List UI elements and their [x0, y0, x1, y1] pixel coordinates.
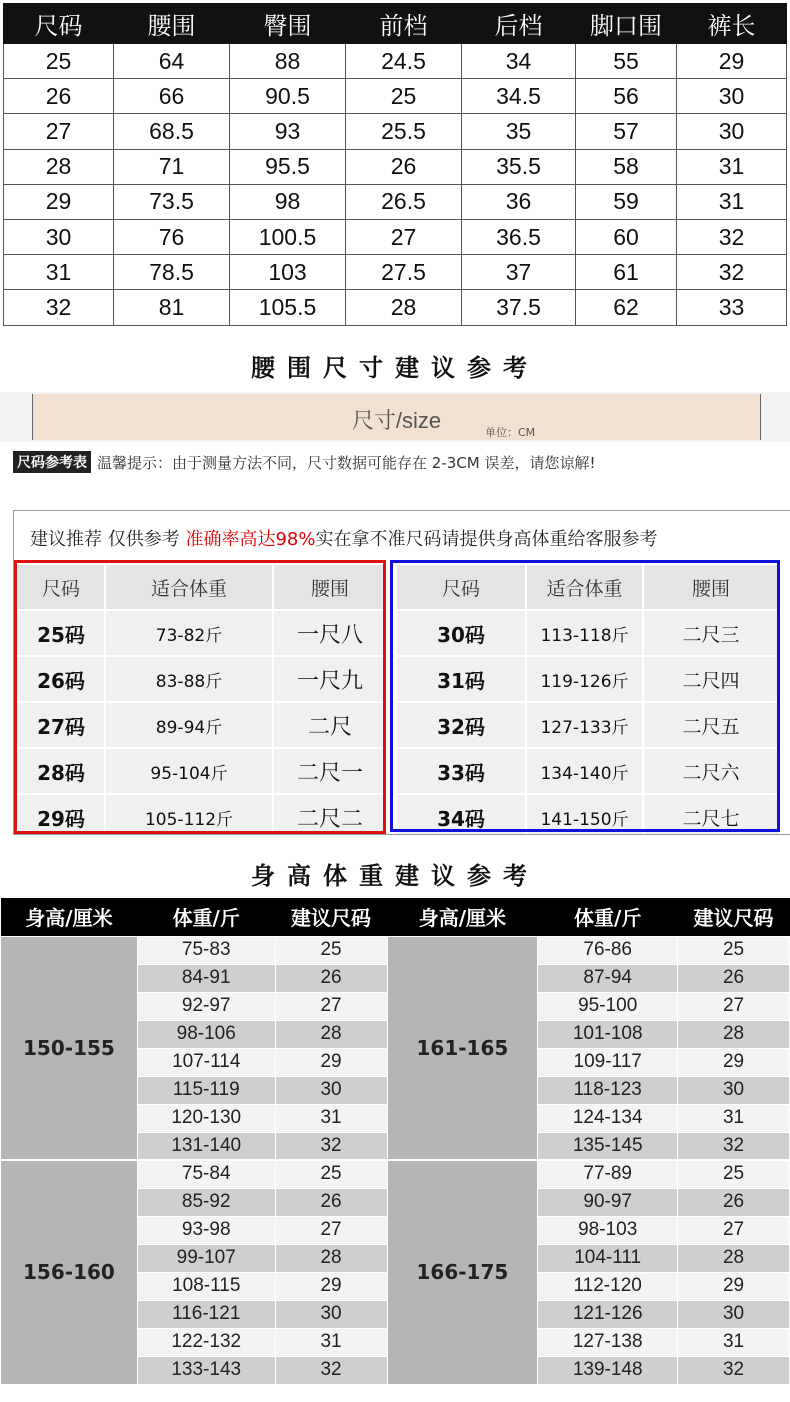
size-cell: 25 [346, 79, 462, 114]
weight-range-cell: 131-140 [137, 1132, 275, 1160]
size-cell: 26.5 [346, 184, 462, 219]
size-cell: 25 [678, 936, 790, 964]
size-cell: 98 [230, 184, 346, 219]
height-section-title: 身高体重建议参考 [251, 862, 539, 890]
weight-cell: 二尺 [273, 702, 387, 748]
weight-cell: 二尺五 [643, 702, 779, 748]
weight-range-cell: 127-138 [538, 1328, 678, 1356]
weight-range-cell: 90-97 [538, 1188, 678, 1216]
size-cell: 27 [678, 1216, 790, 1244]
size-cell: 29 [4, 184, 114, 219]
weight-cell: 127-133斤 [526, 702, 643, 748]
weight-range-cell: 101-108 [538, 1020, 678, 1048]
size-cell: 29 [275, 1048, 387, 1076]
weight-range-cell: 118-123 [538, 1076, 678, 1104]
weight-range-cell: 120-130 [137, 1104, 275, 1132]
height-weight-table [0, 898, 790, 1385]
size-cell: 29 [275, 1272, 387, 1300]
weight-cell: 105-112斤 [105, 794, 273, 835]
size-cell: 81 [114, 290, 230, 325]
weight-range-cell: 122-132 [137, 1328, 275, 1356]
weight-cell: 141-150斤 [526, 794, 643, 835]
weight-range-cell: 87-94 [538, 964, 678, 992]
size-row [4, 149, 787, 184]
size-cell: 32 [678, 1132, 790, 1160]
weight-cell: 25码 [17, 610, 105, 656]
weight-range-cell: 139-148 [538, 1356, 678, 1384]
size-cell: 31 [275, 1328, 387, 1356]
size-chart-body [4, 44, 787, 326]
size-cell: 61 [576, 255, 677, 290]
size-cell: 28 [678, 1244, 790, 1272]
note-suffix: 实在拿不准尺码请提供身高体重给客服参考 [315, 529, 658, 550]
weight-range-cell: 92-97 [137, 992, 275, 1020]
weight-cell: 34码 [396, 794, 526, 835]
weight-cell: 31码 [396, 656, 526, 702]
size-cell: 27 [275, 1216, 387, 1244]
left-highlight-frame [14, 560, 386, 834]
size-cell: 58 [576, 149, 677, 184]
size-cell: 35.5 [462, 149, 576, 184]
height-range-cell: 161-165 [387, 936, 538, 1160]
size-cell: 27 [275, 992, 387, 1020]
size-cell: 88 [230, 44, 346, 79]
size-cell: 71 [114, 149, 230, 184]
size-cell: 30 [677, 114, 787, 149]
size-label: 尺寸/size [351, 408, 442, 433]
header-cell: 身高/厘米 [1, 898, 138, 936]
weight-range-cell: 76-86 [538, 936, 678, 964]
size-cell: 24.5 [346, 44, 462, 79]
size-cell: 103 [230, 255, 346, 290]
size-cell: 28 [4, 149, 114, 184]
waist-section-title: 腰围尺寸建议参考 [251, 354, 539, 382]
size-banner [32, 394, 761, 440]
weight-cell: 二尺七 [643, 794, 779, 835]
header-cell: 建议尺码 [678, 898, 790, 936]
size-cell: 27 [346, 219, 462, 254]
header-cell: 体重/斤 [538, 898, 678, 936]
size-cell: 64 [114, 44, 230, 79]
weight-range-cell: 95-100 [538, 992, 678, 1020]
height-weight-body [1, 936, 790, 1384]
size-cell: 95.5 [230, 149, 346, 184]
size-cell: 25 [4, 44, 114, 79]
size-cell: 26 [346, 149, 462, 184]
header-cell: 建议尺码 [275, 898, 387, 936]
size-cell: 73.5 [114, 184, 230, 219]
weight-range-cell: 116-121 [137, 1300, 275, 1328]
unit-label: 单位：CM [485, 426, 536, 439]
size-cell: 28 [346, 290, 462, 325]
weight-range-cell: 124-134 [538, 1104, 678, 1132]
weight-header-cell: 腰围 [273, 564, 387, 610]
weight-cell: 一尺八 [273, 610, 387, 656]
size-cell: 30 [678, 1076, 790, 1104]
weight-range-cell: 133-143 [137, 1356, 275, 1384]
size-cell: 32 [677, 219, 787, 254]
header-cell: 裤长 [677, 4, 787, 44]
size-row [4, 184, 787, 219]
size-cell: 26 [4, 79, 114, 114]
weight-range-cell: 84-91 [137, 964, 275, 992]
weight-header-cell: 尺码 [17, 564, 105, 610]
size-cell: 32 [275, 1356, 387, 1384]
weight-range-cell: 135-145 [538, 1132, 678, 1160]
weight-cell: 83-88斤 [105, 656, 273, 702]
size-cell: 26 [275, 1188, 387, 1216]
size-cell: 29 [678, 1048, 790, 1076]
header-cell: 体重/斤 [137, 898, 275, 936]
weight-cell: 95-104斤 [105, 748, 273, 794]
size-cell: 28 [275, 1244, 387, 1272]
weight-range-cell: 115-119 [137, 1076, 275, 1104]
weight-cell: 89-94斤 [105, 702, 273, 748]
weight-range-cell: 107-114 [137, 1048, 275, 1076]
height-header-row [1, 898, 790, 936]
size-cell: 76 [114, 219, 230, 254]
size-cell: 32 [677, 255, 787, 290]
header-cell: 尺码 [4, 4, 114, 44]
size-cell: 28 [678, 1020, 790, 1048]
weight-range-cell: 109-117 [538, 1048, 678, 1076]
size-cell: 29 [677, 44, 787, 79]
header-cell: 臀围 [230, 4, 346, 44]
size-cell: 31 [4, 255, 114, 290]
header-cell: 前档 [346, 4, 462, 44]
weight-cell: 30码 [396, 610, 526, 656]
size-cell: 37.5 [462, 290, 576, 325]
size-cell: 31 [678, 1104, 790, 1132]
size-cell: 25.5 [346, 114, 462, 149]
size-cell: 29 [678, 1272, 790, 1300]
header-cell: 后档 [462, 4, 576, 44]
size-cell: 36.5 [462, 219, 576, 254]
size-cell: 32 [4, 290, 114, 325]
size-cell: 90.5 [230, 79, 346, 114]
weight-cell: 29码 [17, 794, 105, 835]
size-cell: 25 [678, 1160, 790, 1188]
weight-cell: 26码 [17, 656, 105, 702]
weight-header-cell: 适合体重 [105, 564, 273, 610]
weight-cell: 33码 [396, 748, 526, 794]
size-cell: 26 [275, 964, 387, 992]
size-cell: 35 [462, 114, 576, 149]
weight-range-cell: 75-83 [137, 936, 275, 964]
weight-cell: 28码 [17, 748, 105, 794]
weight-range-cell: 93-98 [137, 1216, 275, 1244]
size-cell: 37 [462, 255, 576, 290]
size-cell: 62 [576, 290, 677, 325]
size-cell: 28 [275, 1020, 387, 1048]
weight-cell: 二尺二 [273, 794, 387, 835]
tip-label: 尺码参考表 [13, 451, 91, 473]
size-cell: 68.5 [114, 114, 230, 149]
tip-row [13, 451, 595, 473]
size-cell: 36 [462, 184, 576, 219]
right-highlight-frame [390, 560, 780, 832]
size-cell: 78.5 [114, 255, 230, 290]
recommend-note [30, 525, 657, 551]
weight-range-cell: 108-115 [137, 1272, 275, 1300]
size-cell: 25 [275, 1160, 387, 1188]
weight-cell: 113-118斤 [526, 610, 643, 656]
size-cell: 66 [114, 79, 230, 114]
size-cell: 27 [678, 992, 790, 1020]
weight-range-cell: 98-103 [538, 1216, 678, 1244]
size-cell: 26 [678, 1188, 790, 1216]
size-cell: 32 [678, 1356, 790, 1384]
weight-cell: 32码 [396, 702, 526, 748]
weight-cell: 二尺六 [643, 748, 779, 794]
header-cell: 腰围 [114, 4, 230, 44]
size-cell: 30 [678, 1300, 790, 1328]
weight-range-cell: 104-111 [538, 1244, 678, 1272]
size-row [4, 219, 787, 254]
size-chart-header-row [4, 4, 787, 44]
size-cell: 31 [677, 149, 787, 184]
weight-cell: 27码 [17, 702, 105, 748]
size-cell: 105.5 [230, 290, 346, 325]
weight-cell: 一尺九 [273, 656, 387, 702]
weight-range-cell: 99-107 [137, 1244, 275, 1272]
weight-range-cell: 98-106 [137, 1020, 275, 1048]
size-cell: 30 [275, 1076, 387, 1104]
weight-cell: 119-126斤 [526, 656, 643, 702]
size-row [4, 290, 787, 325]
header-cell: 脚口围 [576, 4, 677, 44]
weight-range-cell: 75-84 [137, 1160, 275, 1188]
accuracy-note: 准确率高达98% [185, 529, 316, 550]
height-range-cell: 150-155 [1, 936, 138, 1160]
size-cell: 30 [275, 1300, 387, 1328]
size-cell: 27.5 [346, 255, 462, 290]
size-row [4, 79, 787, 114]
size-cell: 60 [576, 219, 677, 254]
weight-cell: 134-140斤 [526, 748, 643, 794]
size-cell: 34.5 [462, 79, 576, 114]
size-cell: 55 [576, 44, 677, 79]
weight-range-cell: 121-126 [538, 1300, 678, 1328]
height-range-cell: 156-160 [1, 1160, 138, 1384]
size-cell: 56 [576, 79, 677, 114]
weight-range-cell: 112-120 [538, 1272, 678, 1300]
size-cell: 32 [275, 1132, 387, 1160]
size-cell: 31 [275, 1104, 387, 1132]
size-cell: 33 [677, 290, 787, 325]
size-cell: 30 [677, 79, 787, 114]
size-cell: 93 [230, 114, 346, 149]
size-row [4, 114, 787, 149]
size-cell: 25 [275, 936, 387, 964]
height-row [1, 1160, 790, 1188]
size-cell: 34 [462, 44, 576, 79]
height-row [1, 936, 790, 964]
size-cell: 31 [678, 1328, 790, 1356]
tip-text: 温馨提示：由于测量方法不同，尺寸数据可能存在 2-3CM 误差，请您谅解! [97, 453, 596, 472]
size-row [4, 255, 787, 290]
size-cell: 57 [576, 114, 677, 149]
weight-range-cell: 85-92 [137, 1188, 275, 1216]
size-chart-table [3, 3, 787, 326]
note-prefix: 建议推荐 仅供参考 [30, 529, 186, 550]
size-cell: 26 [678, 964, 790, 992]
size-cell: 31 [677, 184, 787, 219]
height-range-cell: 166-175 [387, 1160, 538, 1384]
weight-header-cell: 适合体重 [526, 564, 643, 610]
weight-cell: 二尺四 [643, 656, 779, 702]
weight-header-cell: 尺码 [396, 564, 526, 610]
weight-cell: 二尺一 [273, 748, 387, 794]
size-cell: 59 [576, 184, 677, 219]
header-cell: 身高/厘米 [387, 898, 538, 936]
weight-range-cell: 77-89 [538, 1160, 678, 1188]
size-cell: 27 [4, 114, 114, 149]
size-cell: 30 [4, 219, 114, 254]
size-row [4, 44, 787, 79]
weight-cell: 73-82斤 [105, 610, 273, 656]
size-cell: 100.5 [230, 219, 346, 254]
weight-header-cell: 腰围 [643, 564, 779, 610]
weight-cell: 二尺三 [643, 610, 779, 656]
